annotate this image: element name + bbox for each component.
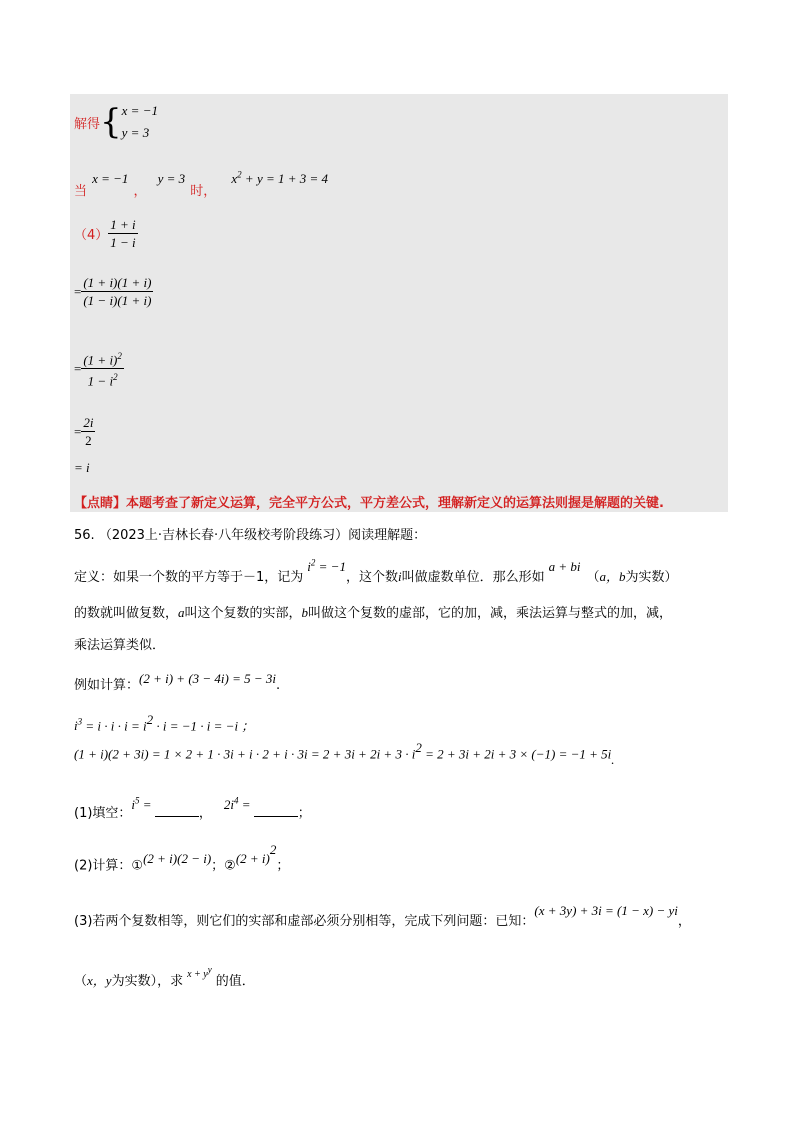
question2: (2)计算：①(2 + i)(2 − i)；②(2 + i)$^2$； xyxy=(74,842,290,874)
system-y: y = 3 xyxy=(121,125,150,140)
q1-answer-blank-a xyxy=(155,816,199,817)
q2-expr-b: (2 + i) xyxy=(235,851,270,867)
q2-expr-a: (2 + i)(2 − i) xyxy=(143,851,212,867)
result-rhs: + y = 1 + 3 = 4 xyxy=(241,171,329,186)
fraction3-denominator: 1 − i xyxy=(87,373,114,389)
definition-line1: 定义：如果一个数的平方等于－1，记为$i^2 = -1$，这个数i叫做虚数单位．那么形如a + bi（a，b为实数） xyxy=(74,557,678,585)
def-abi: a + bi xyxy=(548,559,581,574)
step4-line: = $\frac{2i}{2}$ xyxy=(74,415,94,448)
system-x: x = −1 xyxy=(121,103,158,118)
example-line1: 例如计算：(2 + i) + (3 − 4i) = 5 − 3i. xyxy=(74,671,281,693)
definition-line3: 乘法运算类似． xyxy=(74,638,166,653)
cond-y: y = 3 xyxy=(157,171,186,186)
problem-number: 56. xyxy=(74,528,95,543)
question1: (1)填空：$i^5$ = ，$2i^4$ = ； xyxy=(74,795,311,821)
solution-condition-line: $_当$ x = −1 $_,$ y = 3 $_{时,}$ $x^2 + y = 1 + 3 = 4$ xyxy=(74,169,329,199)
fraction3-numerator: (1 + i) xyxy=(83,352,118,368)
system-brace: { xyxy=(100,102,122,142)
when-label: 当 xyxy=(74,184,88,199)
definition-line2: 的数就叫做复数，a叫这个复数的实部，b叫做这个复数的虚部，它的加，减，乘法运算与整式的加，减， xyxy=(74,605,673,621)
question3-line1: (3)若两个复数相等，则它们的实部和虚部必须分别相等，完成下列问题：已知：(x + 3y) + 3i = (1 − x) − yi， xyxy=(74,903,691,929)
example-line2: $i^3 = i \cdot i \cdot i = i^2 \cdot i = -1 \cdot i = -i$ ； xyxy=(74,712,255,734)
solution-highlight-box xyxy=(70,94,728,512)
fraction2-denominator: (1 − i)(1 + i) xyxy=(83,293,152,308)
q1-answer-blank-b xyxy=(254,816,298,817)
step2-line: = $\frac{(1 + i)(1 + i)}{(1 - i)(1 + i)}$ xyxy=(74,275,152,308)
cond-x: x = −1 xyxy=(92,171,129,186)
comma: ， xyxy=(133,184,147,199)
comment-note: 【点睛】本题考查了新定义运算，完全平方公式，平方差公式，理解新定义的运算法则握是解题的关键. xyxy=(74,496,664,511)
part4-label: （4） xyxy=(74,228,109,243)
example1: (2 + i) + (3 − 4i) = 5 − 3i xyxy=(139,671,277,686)
example-line3: $(1 + i)(2 + 3i) = 1 \times 2 + 1 \cdot 3i + i \cdot 2 + i \cdot 3i = 2 + 3i + 2i + 3 \cdot i^2 = 2 + 3i + 2i + 3 \times (-1) = -1 + 5i_.$ xyxy=(74,740,615,768)
q3-text: (3)若两个复数相等，则它们的实部和虚部必须分别相等，完成下列问题：已知： xyxy=(74,914,535,929)
solution-system xyxy=(74,98,158,146)
def-i2: = −1 xyxy=(315,559,346,574)
question3-line2: （x，y为实数），求 $x + y^y$的值． xyxy=(74,964,255,989)
fraction1-numerator: 1 + i xyxy=(110,217,136,232)
fraction1-denominator: 1 − i xyxy=(110,235,136,250)
q3-equation: (x + 3y) + 3i = (1 − x) − yi xyxy=(534,903,678,918)
step3-line: = $\frac{(1 + i)^2}{1 - i^2}$ xyxy=(74,348,124,390)
then-label: 时， xyxy=(190,184,217,199)
problem-source: （2023上·吉林长春·八年级校考阶段练习）阅读理解题： xyxy=(98,528,427,543)
fraction4-denominator: 2 xyxy=(85,433,92,448)
solve-label: 解得 xyxy=(74,116,101,132)
final-result: = i xyxy=(74,460,90,475)
part4-line xyxy=(74,216,138,251)
fraction2-numerator: (1 + i)(1 + i) xyxy=(83,275,152,290)
fraction4-numerator: 2i xyxy=(83,415,94,430)
q2-label: (2)计算：① xyxy=(74,858,144,874)
problem-header xyxy=(74,524,426,543)
q1-label: (1)填空： xyxy=(74,806,132,821)
